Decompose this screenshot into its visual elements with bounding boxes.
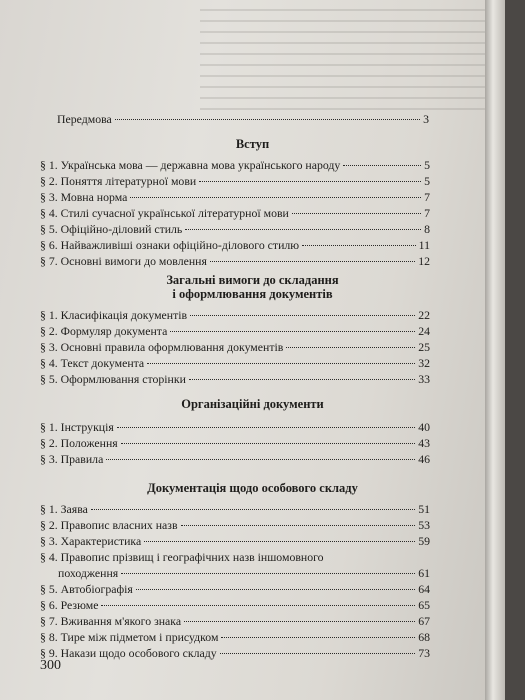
toc-entry xyxy=(40,518,430,532)
toc-entry-label: § 5. Автобіографія xyxy=(40,582,133,596)
toc-entry-label: § 1. Заява xyxy=(40,502,88,516)
toc-entry-label: § 1. Інструкція xyxy=(40,420,114,434)
toc-entry-label: § 2. Правопис власних назв xyxy=(40,518,178,532)
toc-entry xyxy=(40,206,430,220)
toc-entry-page: 73 xyxy=(418,646,430,660)
leader-dots xyxy=(147,363,415,364)
toc-entry xyxy=(40,436,430,450)
toc-entry-page: 11 xyxy=(418,238,430,252)
leader-dots xyxy=(117,427,415,428)
toc-entry-label: § 6. Найважливіші ознаки офіційно-ділового стилю xyxy=(40,238,300,252)
leader-dots xyxy=(136,589,415,590)
leader-dots xyxy=(130,197,421,198)
leader-dots xyxy=(101,605,415,606)
toc-entry-label: § 2. Формуляр документа xyxy=(40,324,168,338)
toc-entry-label: § 9. Накази щодо особового складу xyxy=(40,646,217,660)
toc-entry-page: 51 xyxy=(418,502,430,516)
toc-entry-page: 61 xyxy=(418,566,430,580)
toc-entry-label: § 7. Вживання м'якого знака xyxy=(40,614,182,628)
toc-entry-label: § 2. Положення xyxy=(40,436,118,450)
toc-entry-page: 7 xyxy=(424,206,430,220)
toc-entry-label: § 8. Тире між підметом і присудком xyxy=(40,630,219,644)
toc-entry-page: 32 xyxy=(418,356,430,370)
toc-entry-label: § 6. Резюме xyxy=(40,598,99,612)
leader-dots xyxy=(221,637,415,638)
toc-entry-page: 59 xyxy=(418,534,430,548)
leader-dots xyxy=(184,621,415,622)
toc-entry xyxy=(40,598,430,612)
toc-entry-page: 24 xyxy=(418,324,430,338)
toc-entry-page: 64 xyxy=(418,582,430,596)
toc-entry xyxy=(40,502,430,516)
toc-entry-label: § 5. Оформлювання сторінки xyxy=(40,372,186,386)
toc-entry xyxy=(40,174,430,188)
toc-entry-page: 53 xyxy=(418,518,430,532)
toc-entry-label: § 1. Класифікація документів xyxy=(40,308,188,322)
leader-dots xyxy=(181,525,416,526)
toc-entry-label: § 3. Характеристика xyxy=(40,534,142,548)
toc-entry-label: Передмова xyxy=(57,112,112,126)
toc-entry xyxy=(40,254,430,268)
toc-entry xyxy=(40,614,430,628)
toc-entry xyxy=(40,308,430,322)
toc-entry-label: § 5. Офіційно-діловий стиль xyxy=(40,222,183,236)
leader-dots xyxy=(106,459,415,460)
leader-dots xyxy=(115,119,420,120)
section-title: Вступ xyxy=(235,137,270,151)
leader-dots xyxy=(190,315,415,316)
toc-entry-first-line: § 4. Правопис прізвищ і географічних назв іншомовного xyxy=(40,550,324,564)
leader-dots xyxy=(91,509,415,510)
toc-entry-page: 5 xyxy=(424,174,430,188)
toc-entry-label: § 3. Основні правила оформлювання документів xyxy=(40,340,284,354)
toc-entry-label: § 1. Українська мова — державна мова українського народу xyxy=(40,158,341,172)
toc-entry-page: 33 xyxy=(418,372,430,386)
toc-entry xyxy=(40,356,430,370)
toc-entry-preface xyxy=(57,112,429,126)
section-title-line-2: і оформлювання документів xyxy=(172,287,333,301)
toc-entry xyxy=(40,534,430,548)
toc-entry-page: 65 xyxy=(418,598,430,612)
toc-entry xyxy=(40,646,430,660)
toc-entry xyxy=(40,452,430,466)
toc-entry-page: 5 xyxy=(424,158,430,172)
toc-entry xyxy=(40,324,430,338)
toc-entry-page: 25 xyxy=(418,340,430,354)
leader-dots xyxy=(343,165,421,166)
toc-entry-label: § 4. Стилі сучасної української літературної мови xyxy=(40,206,289,220)
leader-dots xyxy=(210,261,415,262)
toc-entry xyxy=(40,340,430,354)
leader-dots xyxy=(220,653,416,654)
toc-entry xyxy=(40,158,430,172)
toc-entry xyxy=(40,190,430,204)
toc-entry-label: § 7. Основні вимоги до мовлення xyxy=(40,254,207,268)
leader-dots xyxy=(292,213,421,214)
toc-entry-page: 22 xyxy=(418,308,430,322)
leader-dots xyxy=(302,245,416,246)
toc-entry xyxy=(58,566,430,580)
section-title: Документація щодо особового складу xyxy=(147,481,358,495)
toc-entry xyxy=(40,420,430,434)
leader-dots xyxy=(199,181,421,182)
toc-entry-page: 67 xyxy=(418,614,430,628)
section-title: Загальні вимоги до складання xyxy=(166,273,339,287)
leader-dots xyxy=(121,573,415,574)
toc-entry xyxy=(40,630,430,644)
toc-entry xyxy=(40,582,430,596)
toc-entry xyxy=(40,238,430,252)
leader-dots xyxy=(189,379,415,380)
leader-dots xyxy=(286,347,415,348)
toc-entry-page: 12 xyxy=(418,254,430,268)
toc-entry-label: § 3. Мовна норма xyxy=(40,190,128,204)
toc-entry-page: 7 xyxy=(424,190,430,204)
toc-entry-page: 8 xyxy=(424,222,430,236)
toc-entry-label: § 3. Правила xyxy=(40,452,104,466)
toc-entry-page: 46 xyxy=(418,452,430,466)
leader-dots xyxy=(170,331,415,332)
leader-dots xyxy=(121,443,416,444)
toc-entry-label: походження xyxy=(58,566,119,580)
toc-entry-page: 3 xyxy=(423,112,429,126)
toc-entry-page: 40 xyxy=(418,420,430,434)
section-title: Організаційні документи xyxy=(181,397,324,411)
toc-entry-label: § 2. Поняття літературної мови xyxy=(40,174,197,188)
leader-dots xyxy=(185,229,421,230)
toc-entry-page: 68 xyxy=(418,630,430,644)
toc-entry xyxy=(40,222,430,236)
toc-entry xyxy=(40,372,430,386)
page-number: 300 xyxy=(40,658,61,673)
toc-entry-label: § 4. Текст документа xyxy=(40,356,145,370)
leader-dots xyxy=(144,541,415,542)
toc-entry-page: 43 xyxy=(418,436,430,450)
